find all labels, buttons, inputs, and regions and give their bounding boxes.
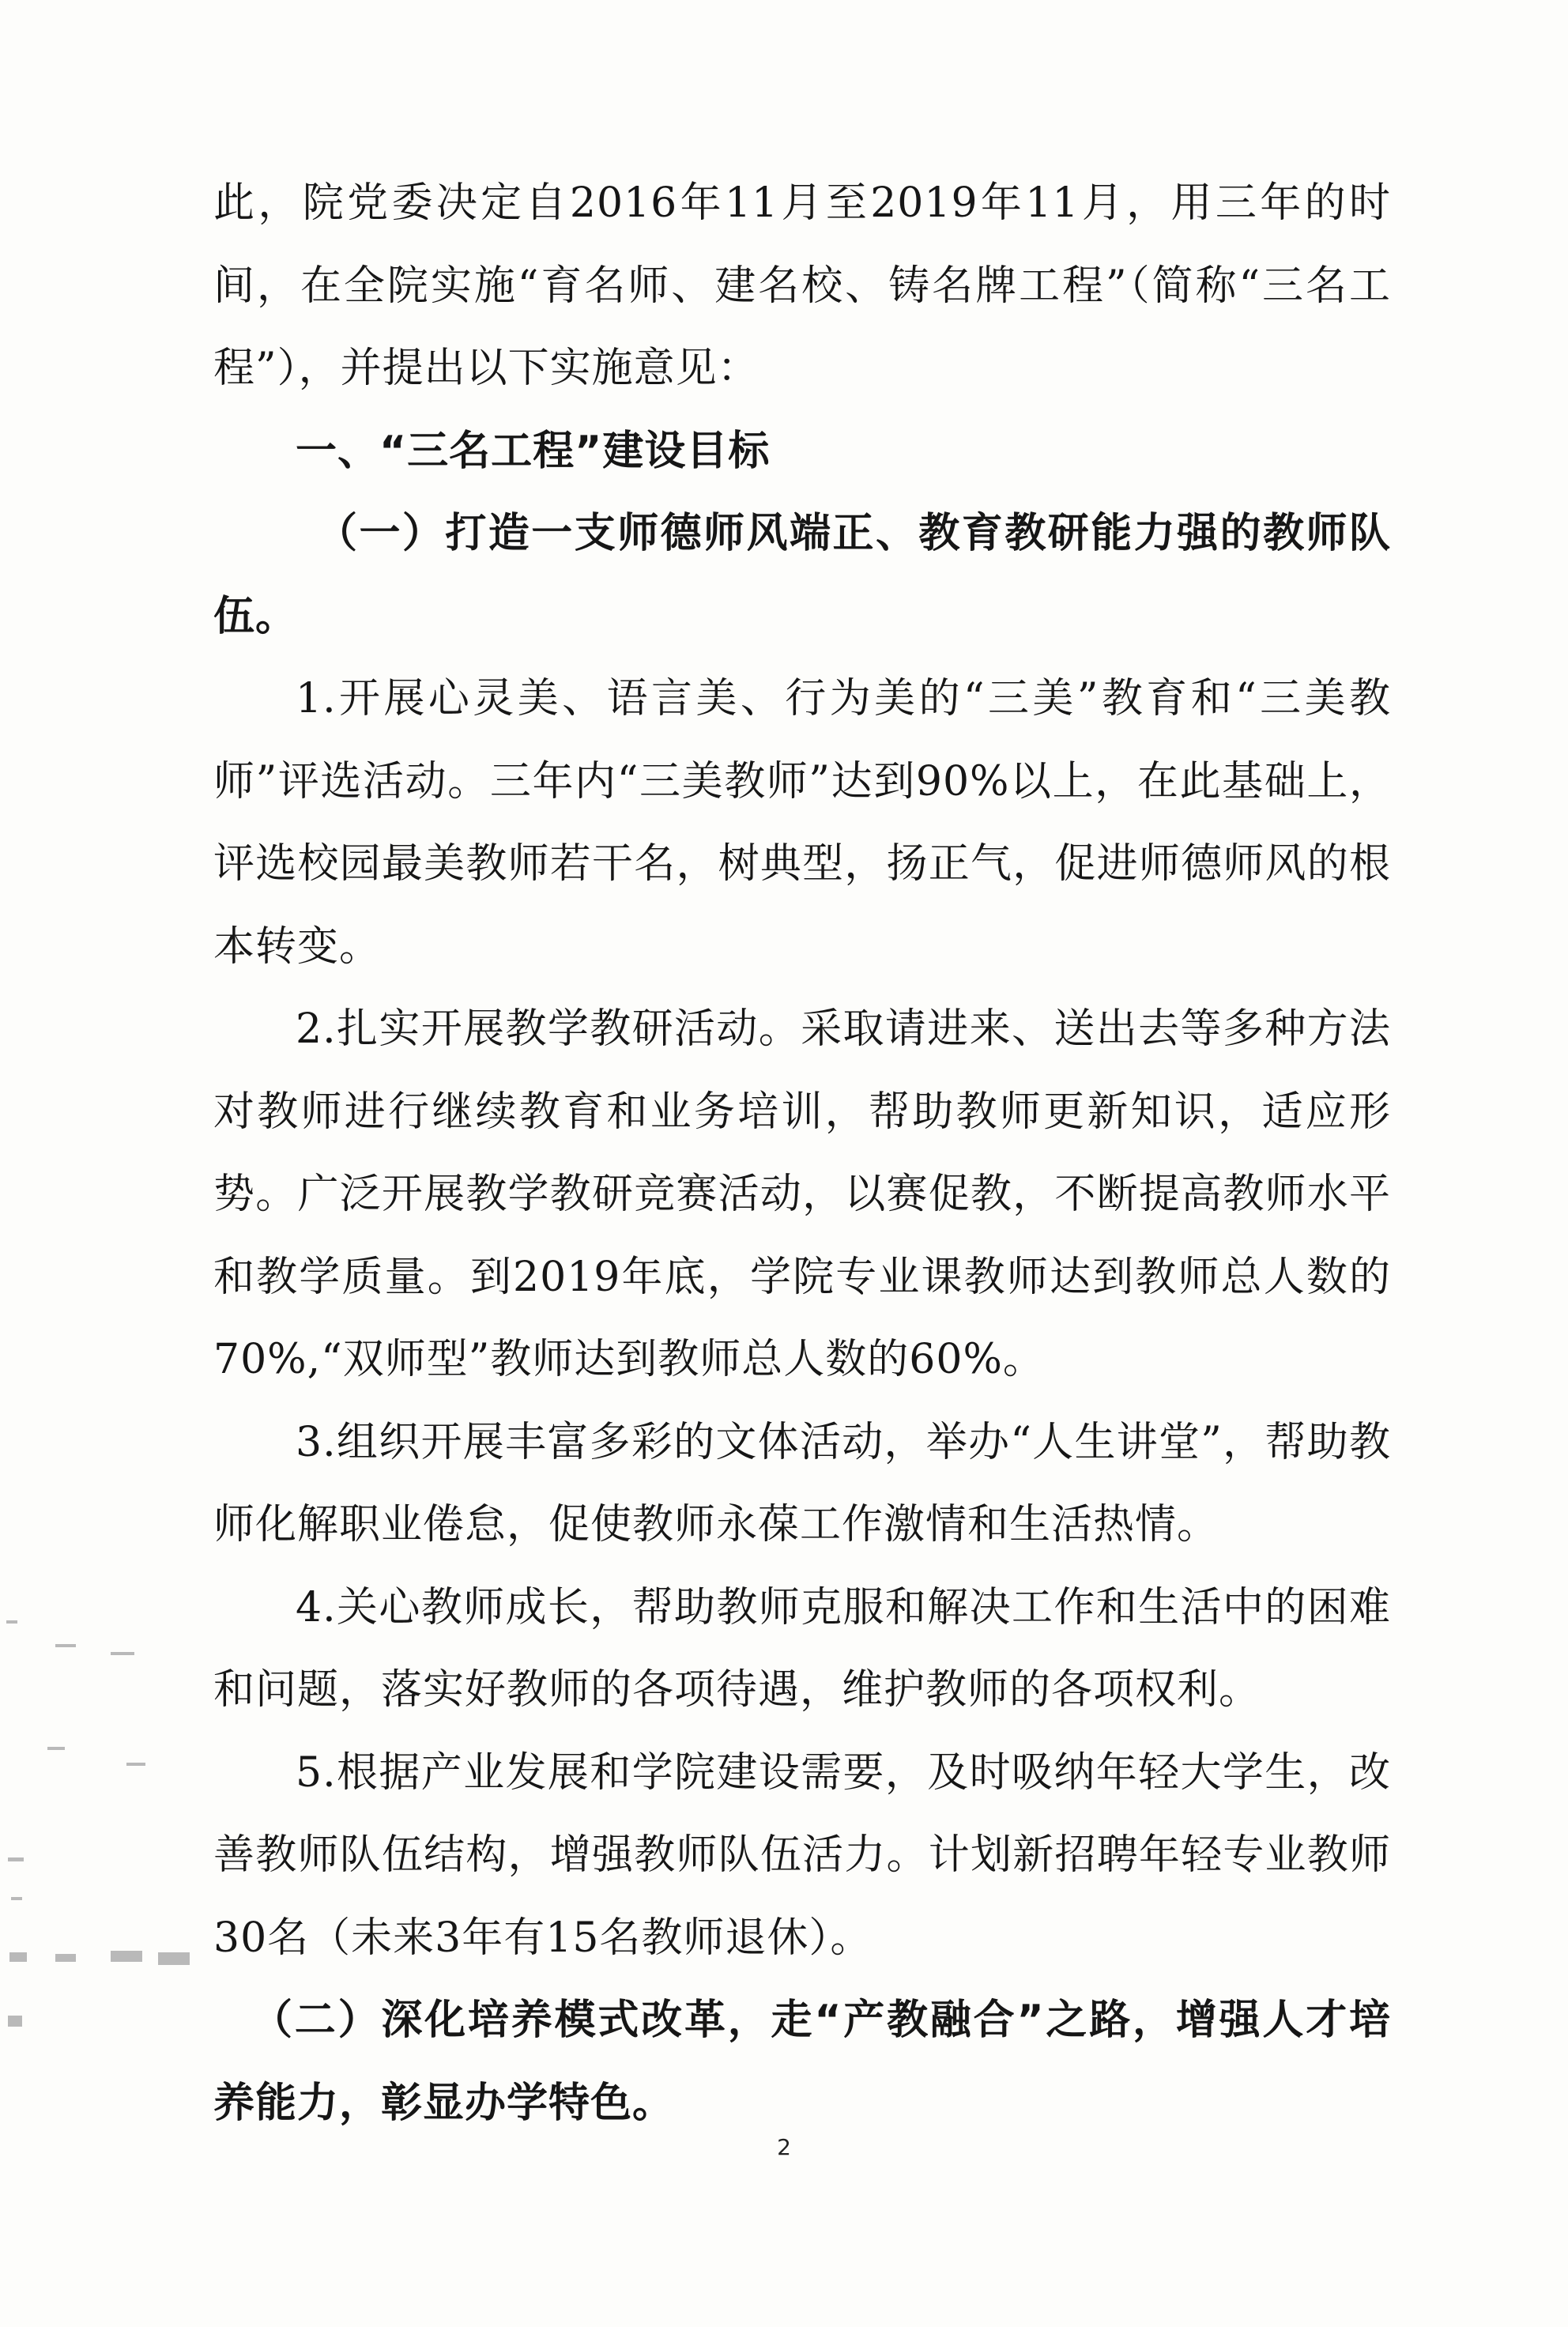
page-number: 2 xyxy=(777,2134,791,2160)
margin-scan-marks xyxy=(0,1620,205,2031)
heading-section-1: 一、“三名工程”建设目标 xyxy=(296,427,771,475)
document-body xyxy=(213,162,1391,2144)
paragraph-intro: 此，院党委决定自2016年11月至2019年11月，用三年的时间，在全院实施“育名师、建名校、铸名牌工程”（简称“三名工程”），并提出以下实施意见： xyxy=(213,179,1391,392)
heading-subsection-1: （一）打造一支师德师风端正、教育教研能力强的教师队伍。 xyxy=(213,510,1391,640)
paragraph-item-1: 1.开展心灵美、语言美、行为美的“三美”教育和“三美教师”评选活动。三年内“三美教师”达到90%以上，在此基础上，评选校园最美教师若干名，树典型，扬正气，促进师德师风的根本转变。 xyxy=(213,675,1391,971)
paragraph-item-2: 2.扎实开展教学教研活动。采取请进来、送出去等多种方法对教师进行继续教育和业务培训，帮助教师更新知识，适应形势。广泛开展教学教研竞赛活动，以赛促教，不断提高教师水平和教学质量。到2019年底，学院专业课教师达到教师总人数的70%,“双师型”教师达到教师总人数的60%。 xyxy=(213,1005,1391,1383)
heading-subsection-2: （二）深化培养模式改革，走“产教融合”之路，增强人才培养能力，彰显办学特色。 xyxy=(213,1997,1391,2127)
paragraph-item-3: 3.组织开展丰富多彩的文体活动，举办“人生讲堂”，帮助教师化解职业倦怠，促使教师永葆工作激情和生活热情。 xyxy=(213,1418,1391,1548)
paragraph-item-4: 4.关心教师成长，帮助教师克服和解决工作和生活中的困难和问题，落实好教师的各项待遇，维护教师的各项权利。 xyxy=(213,1583,1391,1714)
paragraph-item-5: 5.根据产业发展和学院建设需要，及时吸纳年轻大学生，改善教师队伍结构，增强教师队伍活力。计划新招聘年轻专业教师30名（未来3年有15名教师退休）。 xyxy=(213,1748,1391,1962)
